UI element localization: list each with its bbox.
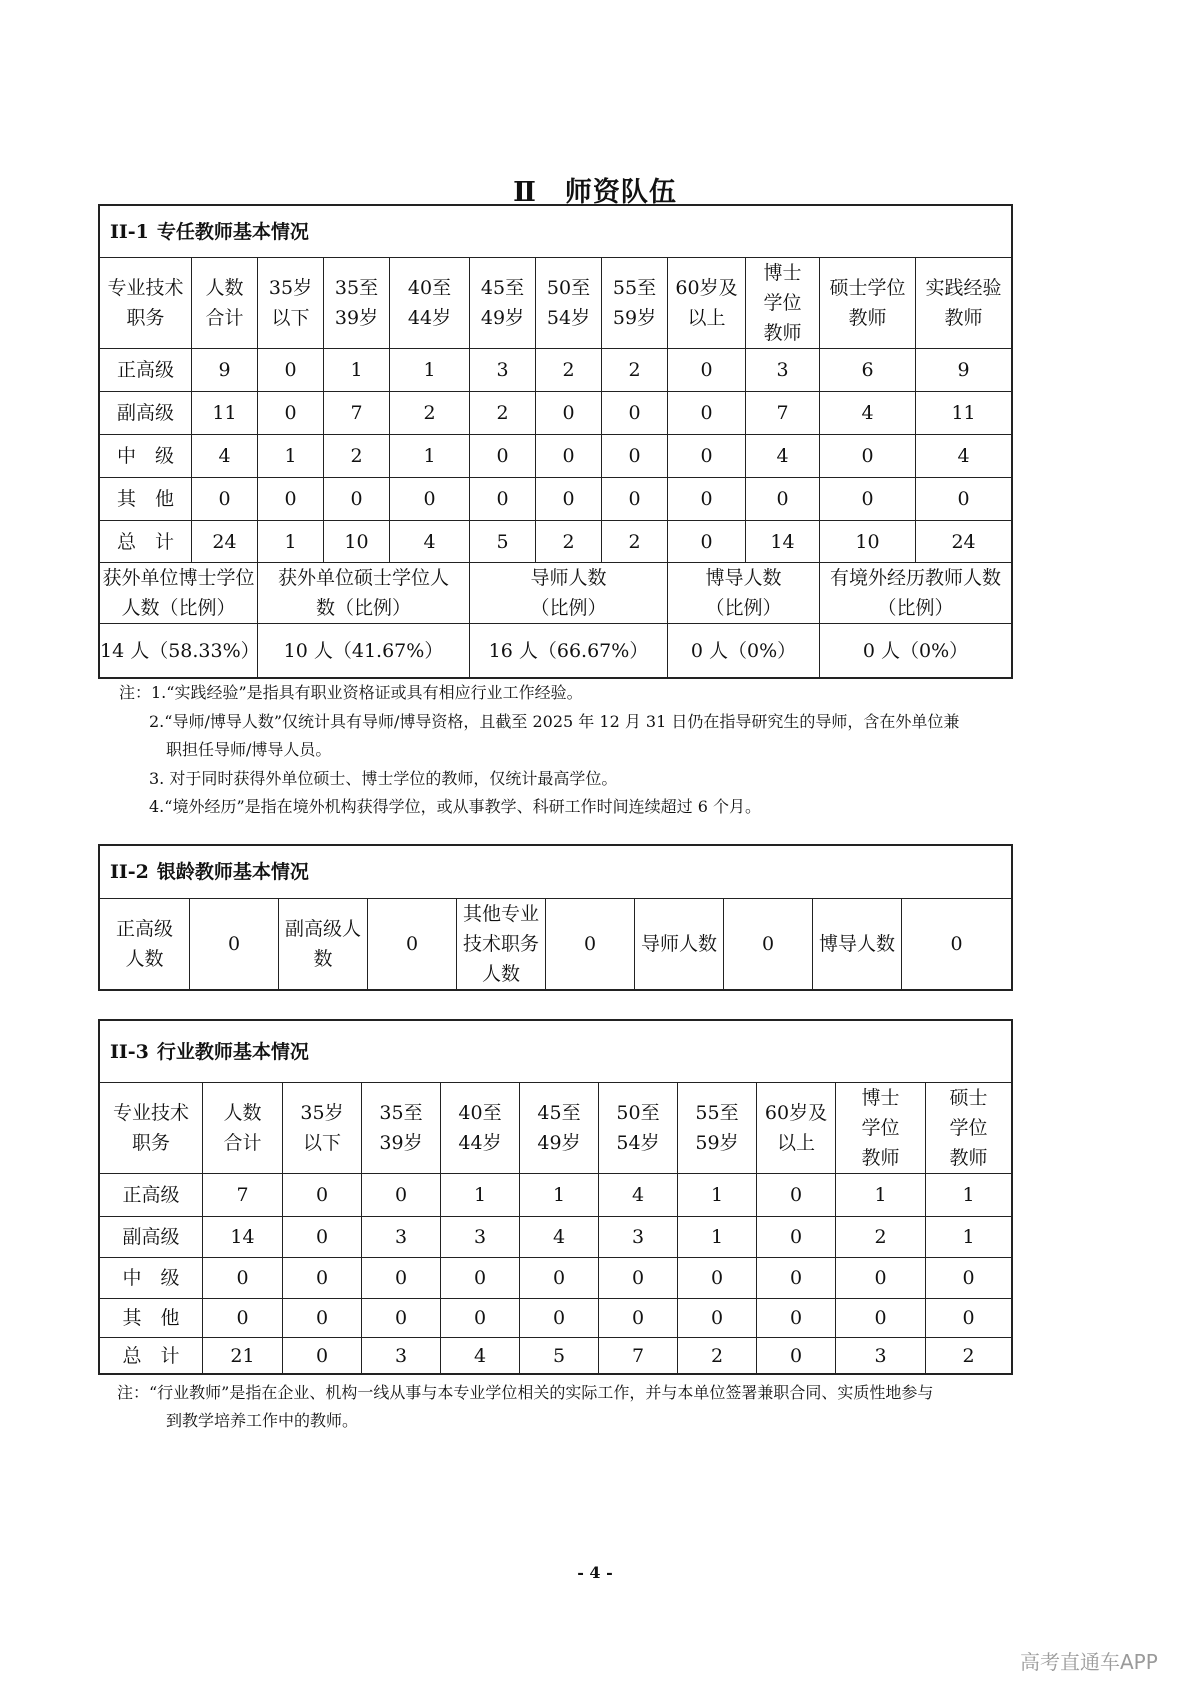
table-ii-1 (99, 205, 1012, 678)
row-label: 总 计 (100, 521, 192, 563)
table-cell: 2 (390, 392, 470, 435)
section-title (0, 170, 1190, 209)
column-header: 60岁及 以上 (757, 1083, 836, 1174)
column-header: 人数 合计 (192, 258, 258, 349)
table-cell: 3 (599, 1217, 678, 1258)
table-cell: 0 (258, 478, 324, 521)
table-cell: 0 (520, 1299, 599, 1338)
table-cell: 0 (836, 1258, 926, 1299)
table-row (100, 392, 1012, 435)
table-cell: 0 (602, 478, 668, 521)
table-cell: 1 (258, 521, 324, 563)
field-value: 0 (190, 899, 279, 990)
table-cell: 7 (746, 392, 820, 435)
table-cell: 24 (916, 521, 1012, 563)
table-cell: 0 (757, 1217, 836, 1258)
table-cell: 7 (599, 1338, 678, 1374)
table-ii-2 (99, 845, 1012, 990)
table-cell: 0 (757, 1299, 836, 1338)
column-header: 35岁 以下 (258, 258, 324, 349)
column-header: 50至 54岁 (536, 258, 602, 349)
table-title-row (100, 846, 1012, 899)
section-roman: Ⅱ (513, 177, 537, 208)
table-cell: 0 (602, 392, 668, 435)
table-cell: 5 (470, 521, 536, 563)
column-header: 45至 49岁 (470, 258, 536, 349)
column-header: 55至 59岁 (602, 258, 668, 349)
table-row (100, 1258, 1012, 1299)
table-cell: 1 (926, 1217, 1012, 1258)
note-line: 注：“行业教师”是指在企业、机构一线从事与本专业学位相关的实际工作，并与本单位签署兼职合同、实质性地参与 (117, 1383, 934, 1402)
table-cell: 6 (820, 349, 916, 392)
table-cell: 2 (602, 521, 668, 563)
sub-value: 14 人（58.33%） (100, 624, 258, 678)
note-line: 4.“境外经历”是指在境外机构获得学位，或从事教学、科研工作时间连续超过 6 个月。 (149, 797, 761, 816)
table-code: II-3 (110, 1040, 149, 1063)
table-cell: 4 (820, 392, 916, 435)
note-line: 3. 对于同时获得外单位硕士、博士学位的教师，仅统计最高学位。 (149, 769, 618, 788)
table-cell: 0 (668, 521, 746, 563)
table-cell: 4 (192, 435, 258, 478)
table-cell: 4 (441, 1338, 520, 1374)
table-cell: 0 (520, 1258, 599, 1299)
table-cell: 4 (390, 521, 470, 563)
table-cell: 11 (192, 392, 258, 435)
sub-header: 获外单位硕士学位人 数（比例） (258, 563, 470, 624)
table-cell: 0 (746, 478, 820, 521)
table-cell: 0 (203, 1299, 283, 1338)
table-cell: 4 (916, 435, 1012, 478)
header-row (100, 258, 1012, 349)
table-cell: 3 (836, 1338, 926, 1374)
table-cell: 1 (390, 435, 470, 478)
table-cell: 0 (470, 478, 536, 521)
table-cell: 11 (916, 392, 1012, 435)
column-header: 55至 59岁 (678, 1083, 757, 1174)
table-cell: 0 (678, 1299, 757, 1338)
table-cell: 4 (520, 1217, 599, 1258)
row-label: 副高级 (100, 392, 192, 435)
table-cell: 0 (757, 1338, 836, 1374)
table-cell: 0 (470, 435, 536, 478)
table-cell: 0 (192, 478, 258, 521)
table-cell: 14 (203, 1217, 283, 1258)
table-row (100, 1338, 1012, 1374)
table-cell: 3 (362, 1217, 441, 1258)
table-cell: 0 (820, 435, 916, 478)
table-cell: 0 (283, 1217, 362, 1258)
table-cell: 1 (258, 435, 324, 478)
column-header: 人数 合计 (203, 1083, 283, 1174)
column-header: 专业技术 职务 (100, 1083, 203, 1174)
table-title-text: 行业教师基本情况 (156, 1040, 309, 1063)
table-cell: 2 (836, 1217, 926, 1258)
table-cell: 9 (192, 349, 258, 392)
table-cell: 0 (362, 1299, 441, 1338)
table-cell: 0 (362, 1174, 441, 1217)
table-cell: 0 (441, 1299, 520, 1338)
table-cell: 1 (678, 1217, 757, 1258)
row-label: 总 计 (100, 1338, 203, 1374)
table-cell: 0 (258, 392, 324, 435)
sub-header: 导师人数 （比例） (470, 563, 668, 624)
table-row (100, 899, 1012, 990)
table-cell: 0 (599, 1299, 678, 1338)
column-header: 35岁 以下 (283, 1083, 362, 1174)
table-row (100, 1217, 1012, 1258)
table-cell: 0 (926, 1258, 1012, 1299)
table-cell: 0 (441, 1258, 520, 1299)
table-cell: 5 (520, 1338, 599, 1374)
note-line: 到教学培养工作中的教师。 (166, 1411, 359, 1430)
sub-value: 0 人（0%） (668, 624, 820, 678)
column-header: 35至 39岁 (362, 1083, 441, 1174)
row-label: 中 级 (100, 1258, 203, 1299)
table-cell: 0 (536, 392, 602, 435)
table-cell: 0 (283, 1258, 362, 1299)
field-value: 0 (368, 899, 457, 990)
field-label: 正高级 人数 (100, 899, 190, 990)
table-cell: 4 (599, 1174, 678, 1217)
row-label: 中 级 (100, 435, 192, 478)
column-header: 40至 44岁 (390, 258, 470, 349)
table-cell: 0 (536, 478, 602, 521)
table-title (100, 1021, 1012, 1083)
sub-header: 博导人数 （比例） (668, 563, 820, 624)
column-header: 博士 学位 教师 (836, 1083, 926, 1174)
page-number: - 4 - (577, 1563, 613, 1582)
table-cell: 3 (470, 349, 536, 392)
table-title (100, 206, 1012, 258)
table-cell: 0 (836, 1299, 926, 1338)
table-cell: 0 (668, 392, 746, 435)
table-cell: 0 (283, 1338, 362, 1374)
table-cell: 0 (757, 1174, 836, 1217)
sub-header-row (100, 563, 1012, 624)
table-cell: 0 (324, 478, 390, 521)
table-cell: 0 (258, 349, 324, 392)
table-cell: 10 (324, 521, 390, 563)
table-cell: 2 (678, 1338, 757, 1374)
field-label: 其他专业 技术职务 人数 (457, 899, 546, 990)
table-cell: 0 (668, 349, 746, 392)
table-cell: 3 (362, 1338, 441, 1374)
row-label: 副高级 (100, 1217, 203, 1258)
table-cell: 2 (602, 349, 668, 392)
table-code: II-1 (110, 220, 149, 243)
table-cell: 2 (536, 349, 602, 392)
field-label: 导师人数 (635, 899, 724, 990)
column-header: 40至 44岁 (441, 1083, 520, 1174)
row-label: 正高级 (100, 1174, 203, 1217)
table-title-text: 银龄教师基本情况 (156, 861, 309, 883)
field-value: 0 (724, 899, 813, 990)
table-row (100, 1174, 1012, 1217)
table-cell: 0 (668, 435, 746, 478)
table-cell: 9 (916, 349, 1012, 392)
table-cell: 24 (192, 521, 258, 563)
column-header: 实践经验 教师 (916, 258, 1012, 349)
table-cell: 7 (203, 1174, 283, 1217)
header-row (100, 1083, 1012, 1174)
table-ii-3 (99, 1020, 1012, 1374)
column-header: 45至 49岁 (520, 1083, 599, 1174)
table-title-text: 专任教师基本情况 (156, 220, 309, 243)
sub-value: 10 人（41.67%） (258, 624, 470, 678)
table-title-row (100, 206, 1012, 258)
table-cell: 7 (324, 392, 390, 435)
table-title-row (100, 1021, 1012, 1083)
table-cell: 3 (441, 1217, 520, 1258)
column-header: 50至 54岁 (599, 1083, 678, 1174)
table-cell: 1 (441, 1174, 520, 1217)
table-cell: 0 (668, 478, 746, 521)
field-value: 0 (546, 899, 635, 990)
sub-header: 有境外经历教师人数 （比例） (820, 563, 1012, 624)
column-header: 60岁及 以上 (668, 258, 746, 349)
sub-value: 16 人（66.67%） (470, 624, 668, 678)
table-cell: 0 (536, 435, 602, 478)
table-cell: 0 (678, 1258, 757, 1299)
table-cell: 0 (820, 478, 916, 521)
table-code: II-2 (110, 861, 149, 883)
column-header: 硕士 学位 教师 (926, 1083, 1012, 1174)
table-cell: 1 (836, 1174, 926, 1217)
column-header: 35至 39岁 (324, 258, 390, 349)
note-line: 2.“导师/博导人数”仅统计具有导师/博导资格，且截至 2025 年 12 月 31 日仍在指导研究生的导师，含在外单位兼 (149, 712, 960, 731)
table-cell: 0 (283, 1174, 362, 1217)
table-title (100, 846, 1012, 899)
table-cell: 0 (926, 1299, 1012, 1338)
table-cell: 1 (926, 1174, 1012, 1217)
table-cell: 2 (470, 392, 536, 435)
sub-header: 获外单位博士学位 人数（比例） (100, 563, 258, 624)
table-row (100, 521, 1012, 563)
table-cell: 1 (678, 1174, 757, 1217)
column-header: 博士 学位 教师 (746, 258, 820, 349)
table-cell: 3 (746, 349, 820, 392)
table-cell: 0 (362, 1258, 441, 1299)
table-cell: 2 (536, 521, 602, 563)
table-cell: 4 (746, 435, 820, 478)
table-cell: 0 (757, 1258, 836, 1299)
row-label: 其 他 (100, 478, 192, 521)
table-cell: 2 (926, 1338, 1012, 1374)
row-label: 其 他 (100, 1299, 203, 1338)
table-cell: 21 (203, 1338, 283, 1374)
table-cell: 0 (602, 435, 668, 478)
table-cell: 0 (916, 478, 1012, 521)
section-title-text: 师资队伍 (564, 177, 677, 208)
field-value: 0 (902, 899, 1012, 990)
column-header: 专业技术 职务 (100, 258, 192, 349)
row-label: 正高级 (100, 349, 192, 392)
table-cell: 1 (324, 349, 390, 392)
field-label: 博导人数 (813, 899, 902, 990)
field-label: 副高级人 数 (279, 899, 368, 990)
table-row (100, 1299, 1012, 1338)
table-cell: 1 (390, 349, 470, 392)
table-cell: 0 (390, 478, 470, 521)
table-cell: 1 (520, 1174, 599, 1217)
table-cell: 14 (746, 521, 820, 563)
table-cell: 10 (820, 521, 916, 563)
note-line: 注：1.“实践经验”是指具有职业资格证或具有相应行业工作经验。 (119, 683, 583, 702)
column-header: 硕士学位 教师 (820, 258, 916, 349)
table-row (100, 478, 1012, 521)
sub-value: 0 人（0%） (820, 624, 1012, 678)
watermark: 高考直通车APP (1020, 1650, 1158, 1674)
table-cell: 0 (203, 1258, 283, 1299)
sub-value-row (100, 624, 1012, 678)
table-row (100, 435, 1012, 478)
table-cell: 2 (324, 435, 390, 478)
note-line: 职担任导师/博导人员。 (166, 740, 332, 759)
table-cell: 0 (283, 1299, 362, 1338)
table-cell: 0 (599, 1258, 678, 1299)
table-row (100, 349, 1012, 392)
